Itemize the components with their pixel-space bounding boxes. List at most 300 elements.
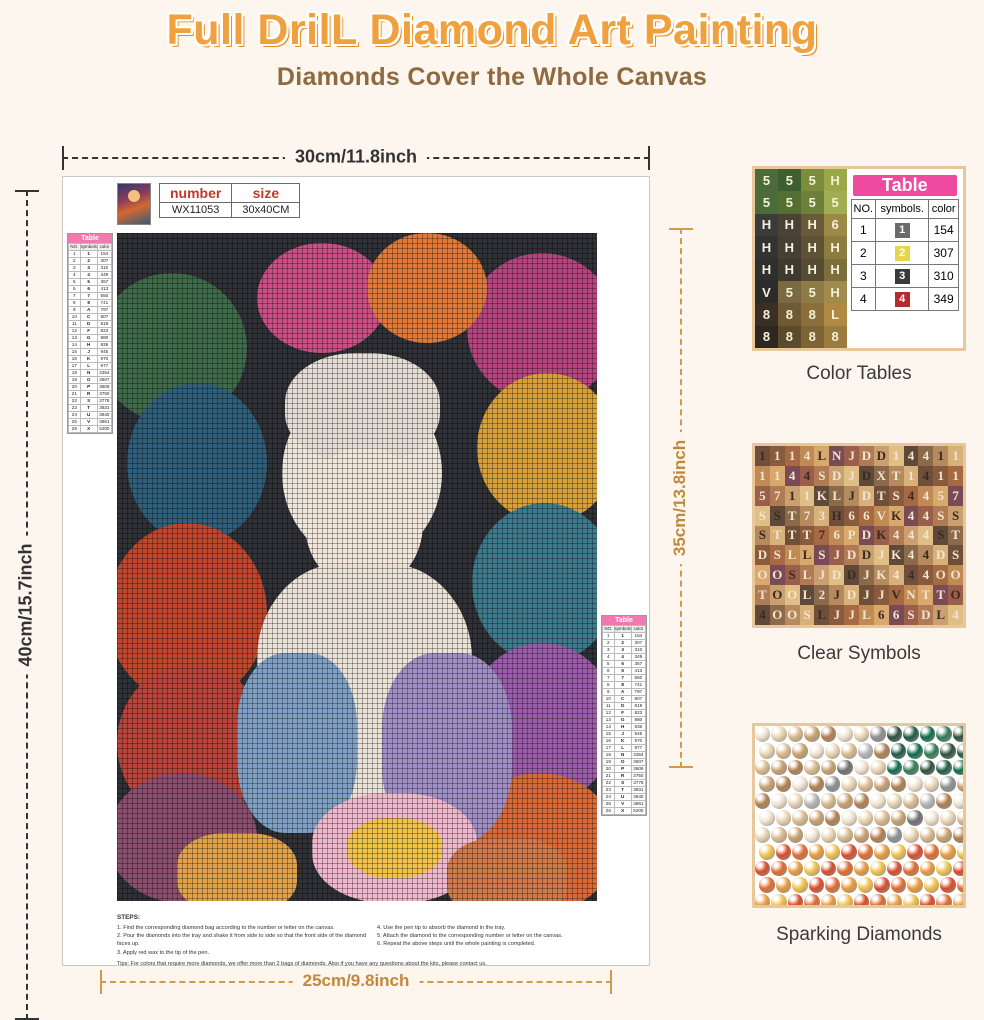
symbol-cell: L (800, 565, 815, 585)
legend-cell: T (614, 787, 631, 794)
diamond-bead (874, 810, 889, 826)
symbol-cell: J (844, 466, 859, 486)
legend-cell: 8 (603, 682, 615, 689)
diamond-bead (870, 861, 885, 877)
legend-cell: 797 (97, 307, 111, 314)
legend-cell: 10 (69, 314, 81, 321)
legend-row (603, 787, 646, 794)
diamond-bead (788, 726, 803, 742)
legend-row (603, 696, 646, 703)
symbol-grid (755, 446, 963, 625)
diamond-bead (953, 726, 966, 742)
legend-cell: S (80, 398, 97, 405)
color-swatch-cell: 8 (801, 303, 824, 325)
legend-cell: 8 (69, 300, 81, 307)
diamond-bead (891, 844, 906, 860)
legend-cell: 970 (97, 356, 111, 363)
symbol-cell: J (829, 545, 844, 565)
diamond-bead (809, 776, 824, 792)
symbol-cell: S (904, 605, 919, 625)
legend-cell: O (80, 377, 97, 384)
legend-cell: 7 (69, 293, 81, 300)
diamond-bead (953, 861, 966, 877)
diamond-bead (920, 760, 935, 776)
legend-cell: 945 (631, 731, 645, 738)
dimension-right-cap-top (669, 228, 693, 230)
color-table-header-color: color (929, 200, 959, 219)
symbol-cell: T (948, 526, 963, 546)
legend-cell: 20 (69, 384, 81, 391)
legend-cell: L (614, 745, 631, 752)
symbol-cell: 4 (904, 446, 919, 466)
diamond-bead (821, 793, 836, 809)
legend-cell: 1 (603, 633, 615, 640)
legend-cell: 2 (603, 640, 615, 647)
diamond-bead (936, 793, 951, 809)
diamond-bead (891, 877, 906, 893)
symbol-cell: 1 (948, 446, 963, 466)
symbol-cell: 4 (904, 506, 919, 526)
legend-row (603, 661, 646, 668)
legend-cell: 8 (80, 300, 97, 307)
diamond-bead (759, 743, 774, 759)
diamond-bead (953, 793, 966, 809)
symbol-cell: 1 (785, 446, 800, 466)
diamond-bead (874, 776, 889, 792)
legend-cell: 26 (603, 808, 615, 815)
symbol-cell: J (829, 605, 844, 625)
symbol-cell: 1 (904, 466, 919, 486)
color-swatch-cell: 8 (778, 326, 801, 348)
legend-row (603, 703, 646, 710)
symbol-cell: L (814, 446, 829, 466)
legend-cell: 807 (631, 696, 645, 703)
legend-cell: 807 (97, 314, 111, 321)
legend-cell: H (614, 724, 631, 731)
legend-cell: 413 (631, 668, 645, 675)
legend-row (603, 689, 646, 696)
legend-grid-left (68, 243, 112, 433)
legend-cell: 3607 (633, 758, 644, 764)
legend-row (69, 314, 112, 321)
legend-cell: 3840 (633, 793, 644, 799)
diamond-bead (776, 776, 791, 792)
symbol-cell: O (770, 565, 785, 585)
diamond-bead (788, 861, 803, 877)
legend-row (69, 286, 112, 293)
symbol-cell: D (859, 526, 874, 546)
dimension-bottom-label: 25cm/9.8inch (293, 971, 420, 991)
steps-instructions (117, 913, 637, 969)
symbol-cell: J (844, 486, 859, 506)
symbol-cell: D (874, 446, 889, 466)
spec-header-number: number (160, 184, 232, 203)
legend-cell: 11 (69, 321, 81, 328)
diamond-bead (776, 743, 791, 759)
symbol-cell: T (770, 526, 785, 546)
symbol-cell: S (889, 486, 904, 506)
legend-cell: 7 (603, 675, 615, 682)
spec-value-size: 30x40CM (232, 203, 300, 218)
sheet-header (117, 183, 300, 229)
diamond-bead (940, 776, 955, 792)
symbol-cell: 4 (918, 486, 933, 506)
legend-row (603, 647, 646, 654)
diamond-bead (957, 776, 966, 792)
legend-cell: 550 (631, 675, 645, 682)
legend-cell: 367 (631, 661, 645, 668)
diamond-bead (924, 743, 939, 759)
legend-row (69, 412, 112, 419)
symbol-cell: 5 (755, 486, 770, 506)
legend-cell: 936 (631, 724, 645, 731)
symbol-cell: 5 (933, 486, 948, 506)
symbol-cell: 6 (889, 605, 904, 625)
diamond-bead (924, 877, 939, 893)
symbol-cell: S (755, 526, 770, 546)
symbol-cell: 6 (874, 605, 889, 625)
symbol-cell: K (889, 545, 904, 565)
symbol-chip: 1 (895, 223, 910, 238)
color-table-cell-symbol (876, 265, 929, 288)
legend-cell: 3750 (99, 390, 110, 396)
canvas-sheet (62, 176, 650, 966)
symbol-cell: S (948, 545, 963, 565)
legend-cell: F (614, 710, 631, 717)
legend-cell: H (80, 342, 97, 349)
legend-cell: 977 (631, 745, 645, 752)
diamond-bead (825, 877, 840, 893)
symbol-cell: T (874, 486, 889, 506)
legend-cell: 20 (603, 766, 615, 773)
legend-cell: 4 (614, 654, 631, 661)
symbol-cell: 4 (889, 565, 904, 585)
color-swatch-cell: 5 (755, 169, 778, 191)
color-swatch-cell: 8 (755, 326, 778, 348)
symbol-cell: 4 (904, 486, 919, 506)
legend-row (603, 766, 646, 773)
legend-row (69, 398, 112, 405)
diamond-bead (837, 861, 852, 877)
diamond-bead (903, 793, 918, 809)
symbol-cell: 4 (904, 565, 919, 585)
legend-cell: 945 (97, 349, 111, 356)
color-swatch-cell: H (801, 214, 824, 236)
symbol-cell: 1 (755, 446, 770, 466)
symbol-cell: 4 (904, 526, 919, 546)
diamond-bead (858, 844, 873, 860)
dimension-right-cap-bottom (669, 766, 693, 768)
diamond-bead (759, 844, 774, 860)
diamond-bead (755, 760, 770, 776)
legend-title-left: Table (68, 234, 112, 243)
dimension-top-cap-left (62, 146, 64, 170)
diamond-bead (874, 743, 889, 759)
legend-cell: 819 (631, 703, 645, 710)
diamond-bead (841, 743, 856, 759)
color-swatch-cell: H (801, 259, 824, 281)
legend-row (603, 633, 646, 640)
symbol-cell: 4 (755, 605, 770, 625)
diamond-bead (887, 760, 902, 776)
dimension-left (14, 190, 40, 1020)
diamond-bead (957, 743, 966, 759)
legend-header-row (603, 626, 646, 633)
color-swatch-cell: 5 (778, 281, 801, 303)
color-swatch-cell: 5 (778, 191, 801, 213)
symbol-cell: D (859, 446, 874, 466)
symbol-cell: D (829, 466, 844, 486)
legend-cell: 15 (69, 349, 81, 356)
color-table-cell-symbol (876, 288, 929, 311)
diamond-bead (825, 776, 840, 792)
diamond-bead (940, 743, 955, 759)
symbol-cell: O (948, 565, 963, 585)
symbol-cell: J (859, 565, 874, 585)
symbol-cell: 7 (814, 526, 829, 546)
symbol-cell: 4 (800, 466, 815, 486)
color-swatch-cell: 6 (824, 214, 847, 236)
color-swatch-cell: H (824, 281, 847, 303)
legend-row (603, 752, 646, 759)
diamond-bead (837, 760, 852, 776)
color-swatch-cell: V (755, 281, 778, 303)
legend-cell: 6 (614, 668, 631, 675)
dimension-left-cap-top (15, 190, 39, 192)
step-line: 4. Use the pen tip to absorb the diamond in the tray. (377, 924, 506, 931)
legend-cell: 17 (69, 363, 81, 370)
legend-row (69, 251, 112, 258)
diamond-bead (755, 726, 770, 742)
symbol-cell: P (844, 526, 859, 546)
color-table-cell-symbol (876, 242, 929, 265)
symbol-cell: T (889, 466, 904, 486)
legend-cell: 819 (97, 321, 111, 328)
color-swatch-cell: 5 (755, 191, 778, 213)
legend-table-right (601, 615, 647, 816)
legend-cell: D (614, 703, 631, 710)
color-table-cell-no: 4 (851, 288, 876, 311)
symbol-cell: S (785, 565, 800, 585)
diamond-beads-photo (755, 726, 963, 905)
legend-header-cell: NO. (604, 625, 613, 631)
legend-row (603, 731, 646, 738)
diamond-bead (953, 827, 966, 843)
legend-cell: X (614, 808, 631, 815)
legend-cell: F (80, 328, 97, 335)
steps-title: STEPS: (117, 914, 141, 921)
legend-cell: 310 (631, 647, 645, 654)
symbol-cell: 4 (904, 545, 919, 565)
diamond-bead (837, 827, 852, 843)
legend-cell: 977 (97, 363, 111, 370)
diamond-bead (887, 827, 902, 843)
color-table-panel (847, 169, 963, 348)
symbol-cell: D (844, 545, 859, 565)
color-swatch-cell: 8 (755, 303, 778, 325)
legend-cell: 3778 (633, 779, 644, 785)
symbol-cell: S (814, 545, 829, 565)
diamond-bead (804, 894, 819, 908)
diamond-bead (788, 793, 803, 809)
legend-row (69, 300, 112, 307)
symbol-cell: D (844, 585, 859, 605)
diamond-bead (825, 743, 840, 759)
dimension-bottom-cap-right (610, 970, 612, 994)
dimension-right-label: 35cm/13.8inch (666, 432, 694, 564)
symbol-cell: 7 (770, 486, 785, 506)
legend-row (69, 405, 112, 412)
legend-row (603, 759, 646, 766)
symbol-cell: S (770, 506, 785, 526)
diamond-bead (874, 844, 889, 860)
buddha-artwork-preview (117, 233, 597, 901)
symbol-cell: L (859, 605, 874, 625)
diamond-bead (837, 726, 852, 742)
diamond-bead (936, 827, 951, 843)
symbol-cell: T (755, 585, 770, 605)
symbol-cell: 4 (785, 466, 800, 486)
legend-row (603, 675, 646, 682)
step-line: 1. Find the corresponding diamond bag according to the number or letter on the canvas. (117, 924, 335, 931)
legend-cell: G (614, 717, 631, 724)
diamond-bead (841, 776, 856, 792)
legend-cell: 3609 (99, 383, 110, 389)
diamond-bead (891, 810, 906, 826)
symbol-cell: O (770, 605, 785, 625)
legend-cell: 2 (80, 258, 97, 265)
symbol-cell: 2 (814, 585, 829, 605)
color-swatch-cell: H (824, 169, 847, 191)
legend-cell: 10 (603, 696, 615, 703)
color-swatch-cell: H (801, 236, 824, 258)
legend-cell: 413 (97, 286, 111, 293)
color-table (851, 199, 959, 311)
legend-cell: 24 (69, 412, 81, 419)
symbol-cell: J (829, 585, 844, 605)
symbol-cell: D (755, 545, 770, 565)
diamond-bead (804, 861, 819, 877)
dimension-top-label: 30cm/11.8inch (285, 147, 427, 168)
color-swatch-cell: H (824, 236, 847, 258)
color-table-row (851, 265, 958, 288)
legend-cell: 7 (80, 293, 97, 300)
diamond-bead (804, 827, 819, 843)
diamond-bead (870, 827, 885, 843)
legend-cell: A (80, 307, 97, 314)
legend-cell: 7 (614, 675, 631, 682)
diamond-bead (887, 726, 902, 742)
symbol-cell: 1 (800, 486, 815, 506)
diamond-bead (809, 810, 824, 826)
legend-grid-right (602, 625, 646, 815)
symbol-cell: O (948, 585, 963, 605)
diamond-bead (903, 760, 918, 776)
legend-cell: D (80, 321, 97, 328)
diamond-bead (907, 776, 922, 792)
color-swatch-cell: H (778, 259, 801, 281)
diamond-bead (887, 793, 902, 809)
color-swatch-cell: H (755, 214, 778, 236)
dimension-bottom (100, 970, 612, 992)
symbol-cell: 1 (948, 466, 963, 486)
legend-cell: 4 (80, 272, 97, 279)
legend-row (603, 682, 646, 689)
diamond-bead (821, 726, 836, 742)
legend-cell: J (614, 731, 631, 738)
legend-row (69, 342, 112, 349)
diamond-bead (841, 877, 856, 893)
symbol-cell: T (918, 585, 933, 605)
legend-cell: 24 (603, 794, 615, 801)
legend-row (603, 780, 646, 787)
legend-cell: V (80, 419, 97, 426)
legend-cell: 11 (603, 703, 615, 710)
symbol-cell: D (844, 565, 859, 585)
symbol-cell: 4 (948, 605, 963, 625)
legend-row (603, 808, 646, 815)
diamond-bead (776, 810, 791, 826)
symbol-cell: 1 (755, 466, 770, 486)
symbol-cell: 4 (918, 446, 933, 466)
diamond-bead (924, 776, 939, 792)
symbol-cell: O (785, 605, 800, 625)
legend-cell: R (614, 773, 631, 780)
diamond-bead (940, 810, 955, 826)
legend-row (69, 293, 112, 300)
diamond-bead (957, 844, 966, 860)
legend-cell: P (80, 384, 97, 391)
diamond-bead (953, 894, 966, 908)
legend-cell: 3354 (633, 751, 644, 757)
symbol-cell: 4 (889, 526, 904, 546)
symbol-cell: 6 (829, 526, 844, 546)
legend-cell: 3 (603, 647, 615, 654)
symbol-cell: D (859, 486, 874, 506)
legend-cell: 3861 (633, 800, 644, 806)
legend-row (69, 391, 112, 398)
legend-cell: 21 (69, 391, 81, 398)
diamond-bead (920, 861, 935, 877)
diamond-bead (821, 760, 836, 776)
dimension-right (668, 228, 694, 768)
legend-cell: 23 (603, 787, 615, 794)
diamond-bead (920, 827, 935, 843)
legend-cell: 367 (97, 279, 111, 286)
symbol-cell: K (814, 486, 829, 506)
color-table-header-symbols: symbols. (876, 200, 929, 219)
diamond-bead (854, 726, 869, 742)
diamond-bead (809, 743, 824, 759)
legend-row (69, 272, 112, 279)
legend-cell: 25 (69, 419, 81, 426)
symbol-cell: 6 (859, 506, 874, 526)
legend-cell: 22 (69, 398, 81, 405)
symbol-cell: J (859, 585, 874, 605)
legend-cell: 349 (631, 654, 645, 661)
diamond-bead (821, 827, 836, 843)
legend-cell: 17 (603, 745, 615, 752)
legend-header-cell: symbols (614, 625, 631, 631)
diamond-bead (907, 810, 922, 826)
dimension-bottom-cap-left (100, 970, 102, 994)
legend-cell: C (614, 696, 631, 703)
legend-row (603, 745, 646, 752)
legend-row (603, 738, 646, 745)
legend-cell: 154 (97, 251, 111, 258)
diamond-bead (920, 894, 935, 908)
symbol-cell: 7 (800, 506, 815, 526)
